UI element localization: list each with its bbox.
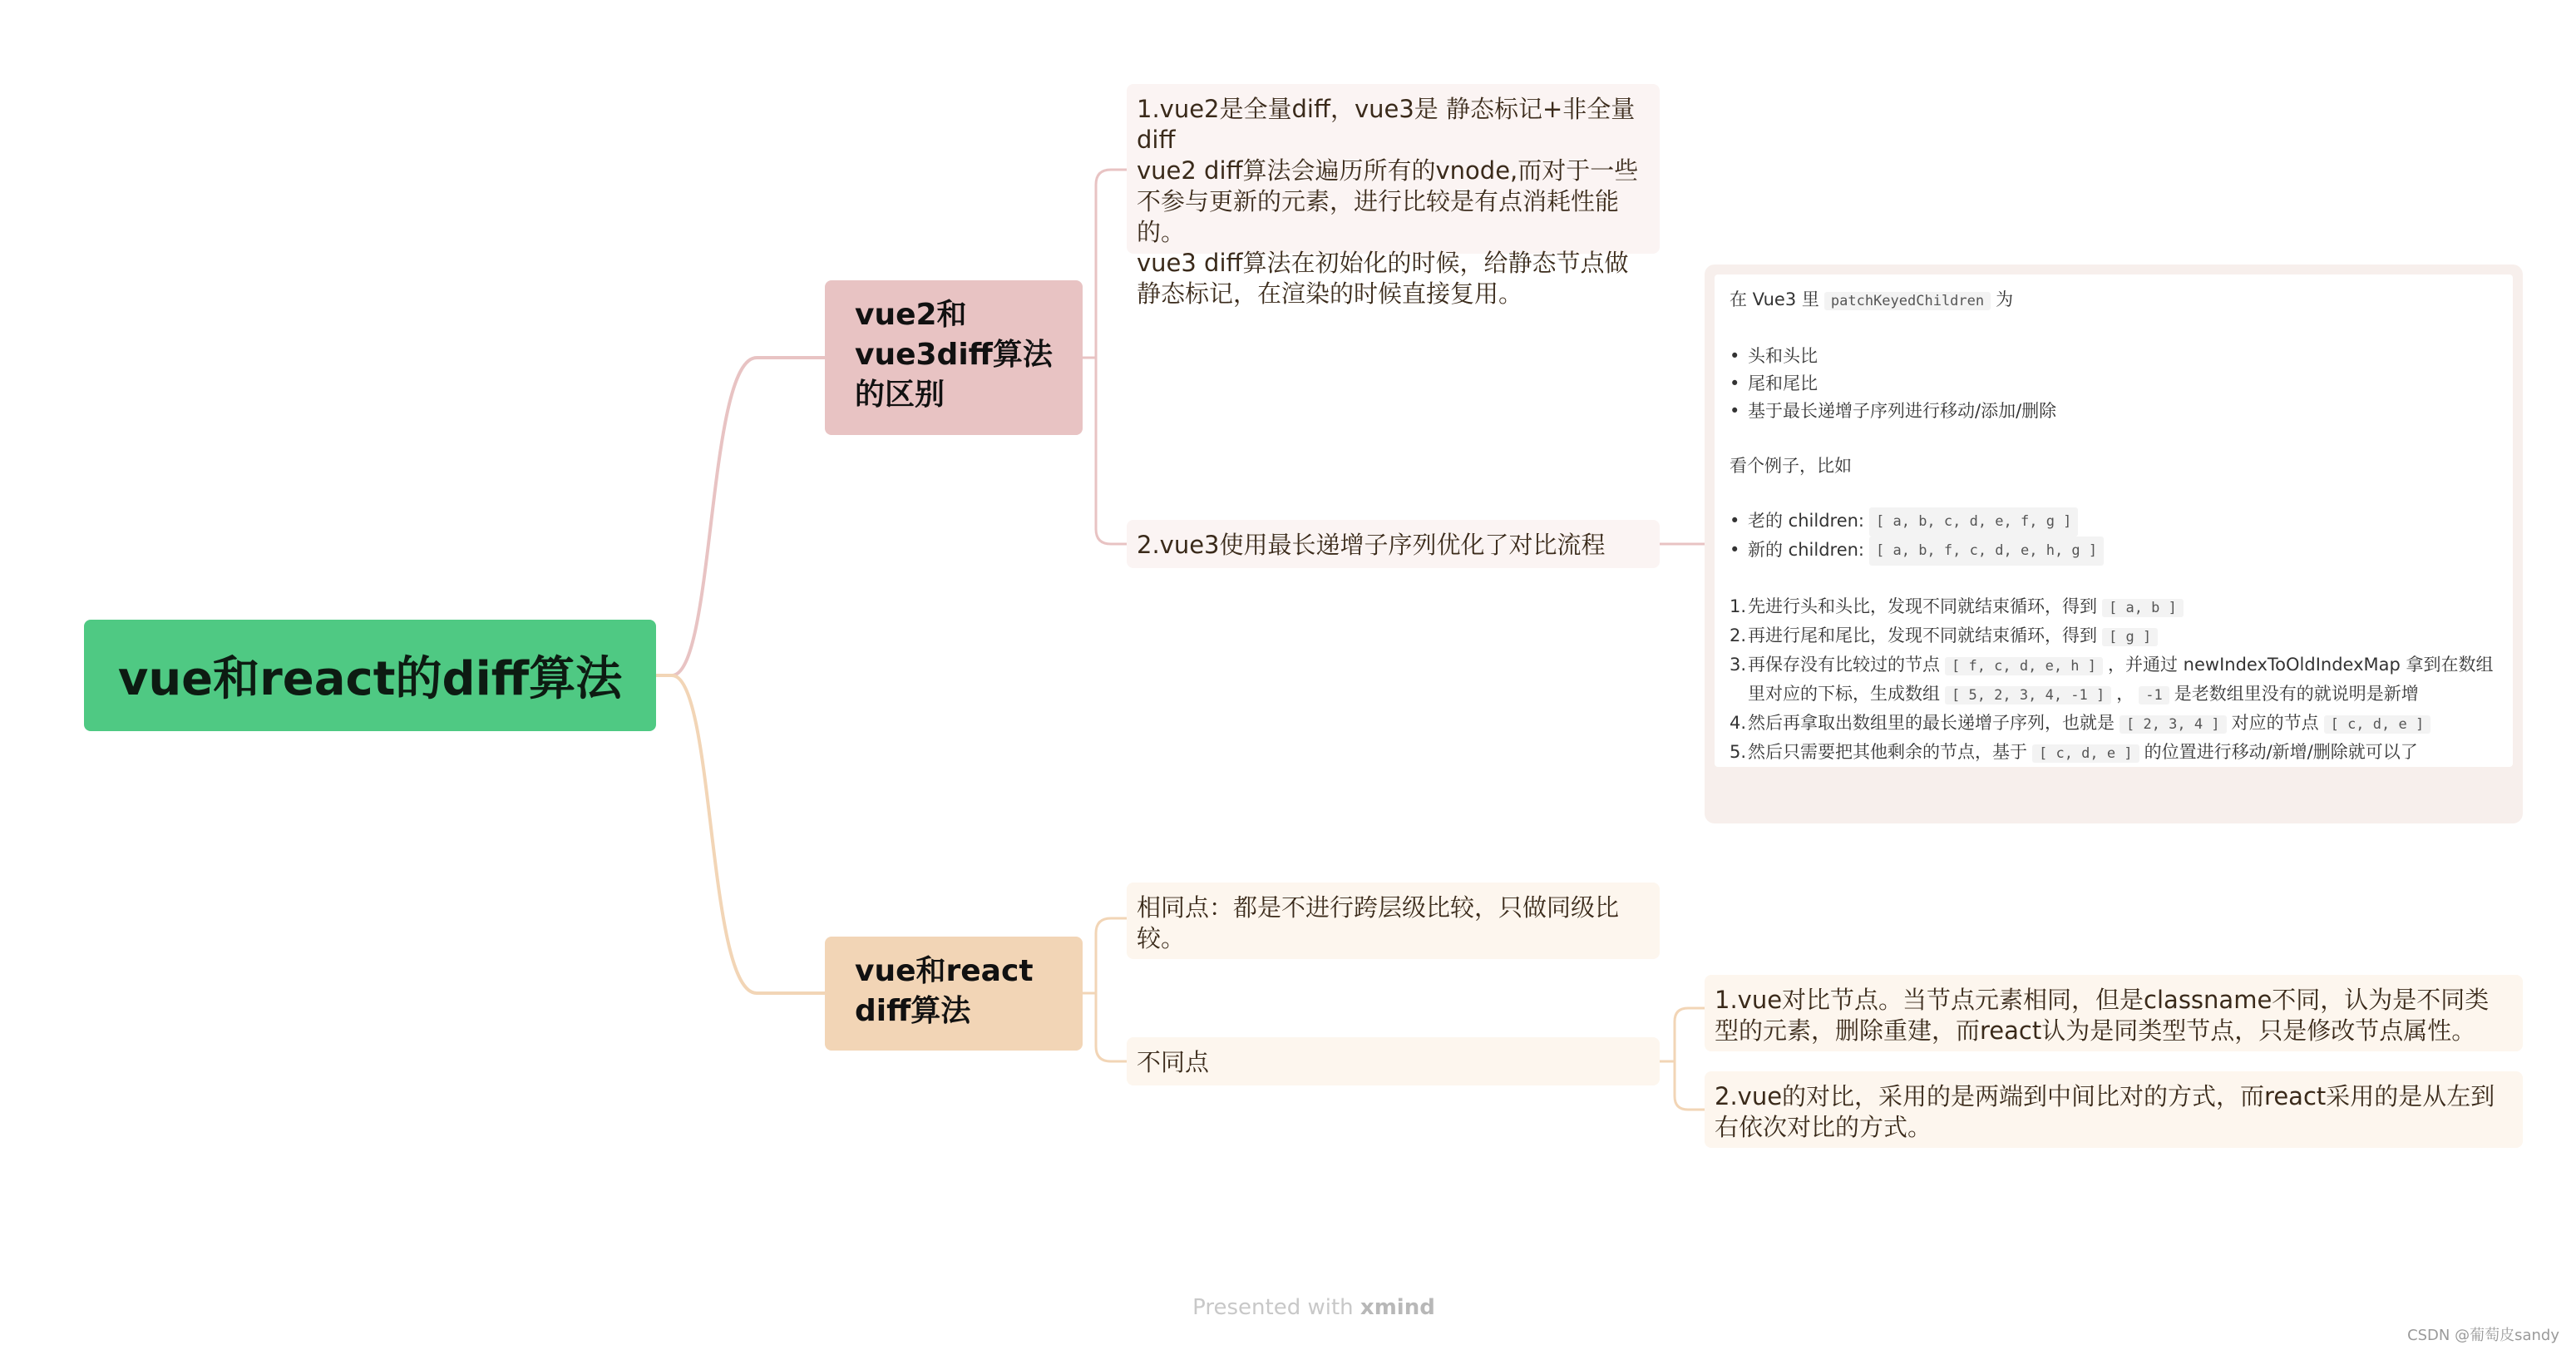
note-intro-post: 为: [1996, 289, 2014, 309]
note-step-2: [1730, 622, 2498, 651]
leaf-difference-label: 不同点: [1137, 1048, 1210, 1076]
step-number: 2.: [1730, 626, 1747, 645]
step-text: 然后只需要把其他剩余的节点，基于: [1748, 742, 2027, 762]
note-new-children: • 新的 children: [ a, b, f, c, d, e, h, g ]: [1730, 537, 2498, 566]
step-text: ，并通过 newIndexToOldIndexMap 拿到在数组里对应的下标，生成数组: [1748, 655, 2494, 704]
leaf-full-diff[interactable]: [1127, 84, 1660, 308]
leaf-similarity[interactable]: [1127, 883, 1660, 959]
note-step-1: [1730, 593, 2498, 622]
note-patch-keyed-children[interactable]: [1705, 265, 2523, 823]
note-content: [1715, 274, 2513, 767]
step-number: 1.: [1730, 596, 1747, 616]
note-intro: [1730, 286, 2498, 315]
root-topic-label: vue和react的diff算法: [117, 652, 623, 706]
note-bullet: • 尾和尾比: [1730, 370, 2498, 398]
note-bullet-text: 头和头比: [1748, 346, 1818, 366]
step-text: ，: [2116, 684, 2134, 704]
step-code: -1: [2139, 686, 2169, 705]
sub-compare-direction-label: 2.vue的对比，采用的是两端到中间比对的方式，而react采用的是从左到右依次对比的方式。: [1715, 1082, 2495, 1141]
note-old-code: [ a, b, c, d, e, f, g ]: [1869, 507, 2078, 537]
note-step-4: [1730, 710, 2498, 739]
note-intro-code: patchKeyedChildren: [1824, 292, 1991, 310]
branch-vue2-vue3[interactable]: [825, 280, 1083, 435]
step-number: 4.: [1730, 713, 1747, 733]
note-new-code: [ a, b, f, c, d, e, h, g ]: [1869, 537, 2104, 566]
note-old-label: 老的 children:: [1748, 511, 1865, 531]
branch-vue-react-label: vue和react diff算法: [855, 954, 1034, 1028]
note-bullet-text: 尾和尾比: [1748, 373, 1818, 393]
connector-branch2-leaf1: [1083, 918, 1127, 993]
leaf-similarity-label: 相同点：都是不进行跨层级比较，只做同级比较。: [1137, 893, 1620, 952]
sub-vue-node-compare-label: 1.vue对比节点。当节点元素相同，但是classname不同，认为是不同类型的元素，删除重建，而react认为是同类型节点，只是修改节点属性。: [1715, 986, 2490, 1045]
note-intro-pre: 在 Vue3 里: [1730, 289, 1819, 309]
footer-presented-with: [1081, 1295, 1547, 1320]
leaf-full-diff-line-1: 1.vue2是全量diff，vue3是 静态标记+非全量diff: [1137, 95, 1636, 154]
connector-branch2-leaf2: [1096, 993, 1127, 1061]
step-text: 再保存没有比较过的节点: [1748, 655, 1940, 675]
connector-diff-sub2: [1675, 1061, 1705, 1110]
step-number: 3.: [1730, 655, 1747, 675]
note-step-3: [1730, 651, 2498, 710]
note-bullet: • 基于最长递增子序列进行移动/添加/删除: [1730, 398, 2498, 425]
step-code: [ f, c, d, e, h ]: [1945, 657, 2103, 675]
leaf-full-diff-line-3: vue3 diff算法在初始化的时候，给静态节点做静态标记，在渲染的时候直接复用。: [1137, 249, 1629, 308]
leaf-lis-label: 2.vue3使用最长递增子序列优化了对比流程: [1137, 531, 1606, 559]
step-code: [ g ]: [2102, 628, 2158, 646]
step-text: 的位置进行移动/新增/删除就可以了: [2144, 742, 2418, 762]
leaf-full-diff-line-2: vue2 diff算法会遍历所有的vnode,而对于一些不参与更新的元素，进行比较是有点消耗性能的。: [1137, 156, 1639, 246]
connector-branch1-leaf2: [1096, 358, 1127, 544]
step-text: 先进行头和头比，发现不同就结束循环，得到: [1748, 596, 2097, 616]
step-code: [ c, d, e ]: [2032, 744, 2139, 763]
note-old-children: • 老的 children: [ a, b, c, d, e, f, g ]: [1730, 507, 2498, 537]
sub-vue-node-compare[interactable]: [1705, 975, 2523, 1051]
step-number: 5.: [1730, 742, 1747, 762]
connector-diff-sub1: [1660, 1008, 1705, 1061]
root-topic[interactable]: [84, 620, 656, 731]
leaf-lis[interactable]: [1127, 520, 1660, 568]
sub-compare-direction[interactable]: [1705, 1071, 2523, 1148]
connector-branch1-leaf1: [1083, 170, 1127, 358]
step-code: [ c, d, e ]: [2324, 715, 2431, 734]
step-code: [ 5, 2, 3, 4, -1 ]: [1945, 686, 2111, 705]
step-text: 是老数组里没有的就说明是新增: [2174, 684, 2419, 704]
note-bullet-text: 基于最长递增子序列进行移动/添加/删除: [1748, 401, 2057, 421]
note-example-intro: 看个例子，比如: [1730, 456, 1852, 476]
xmind-logo: xmind: [1360, 1295, 1435, 1320]
leaf-difference[interactable]: [1127, 1037, 1660, 1085]
branch-vue2-vue3-label: vue2和vue3diff算法的区别: [855, 298, 1053, 412]
step-code: [ 2, 3, 4 ]: [2120, 715, 2227, 734]
step-code: [ a, b ]: [2102, 599, 2184, 617]
step-text: 再进行尾和尾比，发现不同就结束循环，得到: [1748, 626, 2097, 645]
watermark: CSDN @葡萄皮sandy: [2407, 1327, 2559, 1344]
note-step-5: [1730, 739, 2498, 768]
note-new-label: 新的 children:: [1748, 540, 1865, 560]
connector-root-branch1: [656, 358, 825, 675]
step-text: 对应的节点: [2231, 713, 2319, 733]
step-text: 然后再拿取出数组里的最长递增子序列，也就是: [1748, 713, 2115, 733]
branch-vue-react[interactable]: [825, 937, 1083, 1051]
note-bullet: • 头和头比: [1730, 343, 2498, 370]
connector-root-branch2: [656, 675, 825, 993]
footer-prefix: Presented with: [1192, 1295, 1354, 1320]
